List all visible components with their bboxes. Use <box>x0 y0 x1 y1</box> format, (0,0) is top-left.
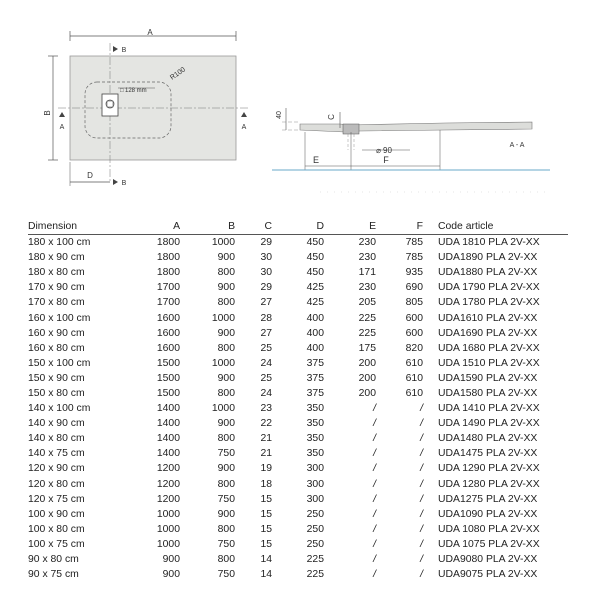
cell-code: UDA 1280 PLA 2V-XX <box>438 478 540 490</box>
cell-f: 610 <box>405 372 423 384</box>
cell-b: 800 <box>217 554 235 566</box>
cell-c: 23 <box>260 403 272 415</box>
cell-f: 600 <box>405 312 423 324</box>
cell-a: 1000 <box>156 523 180 535</box>
cell-a: 1200 <box>156 478 180 490</box>
dim-a-label: A <box>147 28 153 37</box>
cell-e: 225 <box>358 327 376 339</box>
table-row <box>28 341 568 356</box>
cell-d: 400 <box>306 312 324 324</box>
table-row <box>28 522 568 537</box>
table-row <box>28 492 568 507</box>
cell-f: / <box>420 538 423 550</box>
cell-code: UDA 1410 PLA 2V-XX <box>438 403 540 415</box>
top-view <box>43 28 250 187</box>
cell-code: UDA 1780 PLA 2V-XX <box>438 297 540 309</box>
cell-e: / <box>373 448 376 460</box>
cell-d: 300 <box>306 463 324 475</box>
svg-text:□: □ <box>120 88 124 94</box>
table-row <box>28 356 568 371</box>
cell-b: 900 <box>217 463 235 475</box>
cell-code: UDA 1510 PLA 2V-XX <box>438 357 540 369</box>
cell-b: 800 <box>217 387 235 399</box>
table-row <box>28 552 568 567</box>
cell-f: / <box>420 418 423 430</box>
cell-d: 250 <box>306 538 324 550</box>
cell-d: 375 <box>306 372 324 384</box>
cell-b: 750 <box>217 448 235 460</box>
cell-e: 200 <box>358 372 376 384</box>
cell-a: 1700 <box>156 282 180 294</box>
cell-dimension: 140 x 100 cm <box>28 403 91 415</box>
cell-e: / <box>373 493 376 505</box>
cell-c: 25 <box>260 342 272 354</box>
cell-c: 27 <box>260 297 272 309</box>
cell-c: 15 <box>260 538 272 550</box>
cell-b: 900 <box>217 418 235 430</box>
cell-dimension: 90 x 75 cm <box>28 569 79 581</box>
table-row <box>28 235 568 251</box>
section-view <box>272 108 550 192</box>
cell-b: 800 <box>217 297 235 309</box>
header-d: D <box>316 221 324 232</box>
cell-f: / <box>420 463 423 475</box>
header-f: F <box>416 221 423 232</box>
cell-d: 225 <box>306 569 324 581</box>
table-row <box>28 416 568 431</box>
cell-f: / <box>420 554 423 566</box>
cell-d: 350 <box>306 448 324 460</box>
cell-e: 200 <box>358 387 376 399</box>
cell-f: 785 <box>405 252 423 264</box>
header-b: B <box>228 221 235 232</box>
cell-dimension: 160 x 90 cm <box>28 327 85 339</box>
table-row <box>28 537 568 552</box>
cell-e: / <box>373 538 376 550</box>
cell-dimension: 170 x 80 cm <box>28 297 85 309</box>
header-e: E <box>369 221 376 232</box>
cell-e: / <box>373 433 376 445</box>
cell-b: 1000 <box>211 357 235 369</box>
cell-d: 375 <box>306 387 324 399</box>
cell-dimension: 160 x 100 cm <box>28 312 91 324</box>
cell-d: 375 <box>306 357 324 369</box>
dimension-table <box>28 219 568 582</box>
table-row <box>28 401 568 416</box>
cell-e: / <box>373 463 376 475</box>
cell-c: 22 <box>260 418 272 430</box>
table-row <box>28 310 568 325</box>
cell-c: 15 <box>260 493 272 505</box>
cell-a: 1800 <box>156 267 180 279</box>
cell-f: 610 <box>405 387 423 399</box>
cell-dimension: 120 x 75 cm <box>28 493 85 505</box>
table-row <box>28 446 568 461</box>
cell-d: 425 <box>306 297 324 309</box>
cell-d: 300 <box>306 493 324 505</box>
cell-dimension: 140 x 90 cm <box>28 418 85 430</box>
cell-e: / <box>373 508 376 520</box>
cell-c: 19 <box>260 463 272 475</box>
cell-b: 750 <box>217 493 235 505</box>
cell-e: 230 <box>358 282 376 294</box>
cell-b: 900 <box>217 252 235 264</box>
cell-code: UDA 1080 PLA 2V-XX <box>438 523 540 535</box>
cell-code: UDA1890 PLA 2V-XX <box>438 252 538 264</box>
cell-dimension: 150 x 100 cm <box>28 357 91 369</box>
cell-dimension: 140 x 75 cm <box>28 448 85 460</box>
cell-code: UDA 1810 PLA 2V-XX <box>438 237 540 249</box>
cell-a: 1000 <box>156 508 180 520</box>
cell-b: 750 <box>217 569 235 581</box>
cell-e: 225 <box>358 312 376 324</box>
cell-a: 1700 <box>156 297 180 309</box>
cell-f: / <box>420 508 423 520</box>
cell-dimension: 100 x 80 cm <box>28 523 85 535</box>
cell-d: 350 <box>306 418 324 430</box>
cell-a: 900 <box>162 554 180 566</box>
cell-e: 175 <box>358 342 376 354</box>
cell-dimension: 90 x 80 cm <box>28 554 79 566</box>
cell-code: UDA9080 PLA 2V-XX <box>438 554 538 566</box>
svg-text:⌀: ⌀ <box>376 146 381 155</box>
cell-code: UDA1090 PLA 2V-XX <box>438 508 538 520</box>
cell-f: 690 <box>405 282 423 294</box>
cell-a: 1400 <box>156 433 180 445</box>
dim-b-side-label: B <box>43 110 52 116</box>
dim-e-label: E <box>312 155 320 165</box>
cell-b: 900 <box>217 508 235 520</box>
cell-c: 29 <box>260 282 272 294</box>
table-body <box>28 235 568 583</box>
cell-dimension: 120 x 90 cm <box>28 463 85 475</box>
section-marker-left: A <box>59 124 65 131</box>
technical-drawing <box>0 0 600 205</box>
cell-b: 1000 <box>211 237 235 249</box>
cell-dimension: 100 x 75 cm <box>28 538 85 550</box>
phi-90-label: 90 <box>383 146 392 155</box>
cell-code: UDA1690 PLA 2V-XX <box>438 327 538 339</box>
cell-a: 1000 <box>156 538 180 550</box>
cell-e: 230 <box>358 252 376 264</box>
cell-a: 1500 <box>156 372 180 384</box>
cell-a: 1600 <box>156 312 180 324</box>
cell-e: / <box>373 478 376 490</box>
section-marker-right: A <box>241 124 247 131</box>
table-row <box>28 326 568 341</box>
cell-c: 14 <box>260 554 272 566</box>
cell-c: 14 <box>260 569 272 581</box>
cell-f: 935 <box>405 267 423 279</box>
cell-a: 1800 <box>156 252 180 264</box>
cell-b: 800 <box>217 478 235 490</box>
cell-code: UDA 1790 PLA 2V-XX <box>438 282 540 294</box>
cell-f: 820 <box>405 342 423 354</box>
cell-d: 450 <box>306 267 324 279</box>
header-c: C <box>264 221 272 232</box>
cell-code: UDA1580 PLA 2V-XX <box>438 387 538 399</box>
cell-e: / <box>373 418 376 430</box>
cell-f: / <box>420 493 423 505</box>
table-row <box>28 265 568 280</box>
cell-code: UDA 1290 PLA 2V-XX <box>438 463 540 475</box>
cell-d: 450 <box>306 252 324 264</box>
cell-f: 785 <box>405 237 423 249</box>
cell-e: 230 <box>358 237 376 249</box>
drain-size-label: 128 mm <box>125 88 147 94</box>
cell-code: UDA 1680 PLA 2V-XX <box>438 342 540 354</box>
cell-b: 900 <box>217 372 235 384</box>
cell-d: 250 <box>306 523 324 535</box>
cell-e: 200 <box>358 357 376 369</box>
radius-label: R100 <box>169 66 187 82</box>
cell-b: 800 <box>217 342 235 354</box>
cell-code: UDA1590 PLA 2V-XX <box>438 372 538 384</box>
cell-f: / <box>420 448 423 460</box>
cell-e: 171 <box>358 267 376 279</box>
cell-b: 800 <box>217 433 235 445</box>
cell-c: 24 <box>260 387 272 399</box>
cell-code: UDA1475 PLA 2V-XX <box>438 448 538 460</box>
cell-code: UDA 1075 PLA 2V-XX <box>438 538 540 550</box>
cell-a: 1400 <box>156 403 180 415</box>
cell-c: 24 <box>260 357 272 369</box>
table-row <box>28 461 568 476</box>
cell-b: 900 <box>217 282 235 294</box>
cell-a: 1400 <box>156 418 180 430</box>
cell-dimension: 170 x 90 cm <box>28 282 85 294</box>
cell-f: / <box>420 433 423 445</box>
cell-f: / <box>420 523 423 535</box>
cell-code: UDA9075 PLA 2V-XX <box>438 569 538 581</box>
cell-e: / <box>373 403 376 415</box>
table-header-row <box>28 219 568 235</box>
cell-a: 1600 <box>156 327 180 339</box>
cell-c: 28 <box>260 312 272 324</box>
cell-dimension: 140 x 80 cm <box>28 433 85 445</box>
cell-c: 15 <box>260 508 272 520</box>
cell-d: 250 <box>306 508 324 520</box>
height-40-label: 40 <box>276 111 283 119</box>
table-row <box>28 295 568 310</box>
cell-b: 1000 <box>211 312 235 324</box>
cell-code: UDA1880 PLA 2V-XX <box>438 267 538 279</box>
cell-code: UDA1480 PLA 2V-XX <box>438 433 538 445</box>
cell-a: 1400 <box>156 448 180 460</box>
cell-dimension: 180 x 100 cm <box>28 237 91 249</box>
header-code: Code article <box>438 221 494 232</box>
cell-dimension: 160 x 80 cm <box>28 342 85 354</box>
cell-e: / <box>373 569 376 581</box>
cell-d: 350 <box>306 433 324 445</box>
header-a: A <box>173 221 180 232</box>
cell-d: 400 <box>306 327 324 339</box>
cell-e: / <box>373 554 376 566</box>
dim-b-bottom-label: B <box>121 180 127 187</box>
cell-code: UDA1275 PLA 2V-XX <box>438 493 538 505</box>
dim-d-label: D <box>87 171 93 180</box>
cell-c: 15 <box>260 523 272 535</box>
cell-c: 21 <box>260 448 272 460</box>
table-row <box>28 507 568 522</box>
cell-a: 1200 <box>156 493 180 505</box>
cell-c: 29 <box>260 237 272 249</box>
cell-b: 800 <box>217 523 235 535</box>
cell-a: 1500 <box>156 357 180 369</box>
cell-dimension: 150 x 90 cm <box>28 372 85 384</box>
cell-dimension: 120 x 80 cm <box>28 478 85 490</box>
cell-f: / <box>420 478 423 490</box>
cell-f: 805 <box>405 297 423 309</box>
table-row <box>28 386 568 401</box>
table-row <box>28 431 568 446</box>
cell-c: 30 <box>260 252 272 264</box>
cell-d: 425 <box>306 282 324 294</box>
cell-e: 205 <box>358 297 376 309</box>
table-row <box>28 567 568 582</box>
dim-c-label: C <box>327 114 336 120</box>
cell-d: 300 <box>306 478 324 490</box>
cell-dimension: 150 x 80 cm <box>28 387 85 399</box>
cell-a: 1600 <box>156 342 180 354</box>
cell-c: 27 <box>260 327 272 339</box>
cell-c: 30 <box>260 267 272 279</box>
cell-b: 800 <box>217 267 235 279</box>
header-dimension: Dimension <box>28 221 78 232</box>
cell-d: 400 <box>306 342 324 354</box>
cell-a: 1800 <box>156 237 180 249</box>
cell-dimension: 180 x 90 cm <box>28 252 85 264</box>
cell-code: UDA 1490 PLA 2V-XX <box>438 418 540 430</box>
cell-f: 610 <box>405 357 423 369</box>
dim-f-label: F <box>383 155 389 165</box>
cell-d: 350 <box>306 403 324 415</box>
cell-b: 900 <box>217 327 235 339</box>
cell-dimension: 100 x 90 cm <box>28 508 85 520</box>
cell-a: 1200 <box>156 463 180 475</box>
cell-f: / <box>420 403 423 415</box>
cell-c: 21 <box>260 433 272 445</box>
cell-f: 600 <box>405 327 423 339</box>
table-row <box>28 371 568 386</box>
section-name-label: A - A <box>509 142 525 149</box>
cell-e: / <box>373 523 376 535</box>
cell-code: UDA1610 PLA 2V-XX <box>438 312 538 324</box>
cell-d: 225 <box>306 554 324 566</box>
table-row <box>28 280 568 295</box>
table-row <box>28 250 568 265</box>
table-row <box>28 477 568 492</box>
cell-f: / <box>420 569 423 581</box>
cell-b: 1000 <box>211 403 235 415</box>
cell-c: 25 <box>260 372 272 384</box>
cell-dimension: 180 x 80 cm <box>28 267 85 279</box>
cell-b: 750 <box>217 538 235 550</box>
cell-a: 900 <box>162 569 180 581</box>
cell-d: 450 <box>306 237 324 249</box>
dim-b-top-label: B <box>121 47 127 54</box>
cell-a: 1500 <box>156 387 180 399</box>
drain-grate <box>102 94 118 116</box>
cell-c: 18 <box>260 478 272 490</box>
tray-section-profile <box>300 122 532 132</box>
